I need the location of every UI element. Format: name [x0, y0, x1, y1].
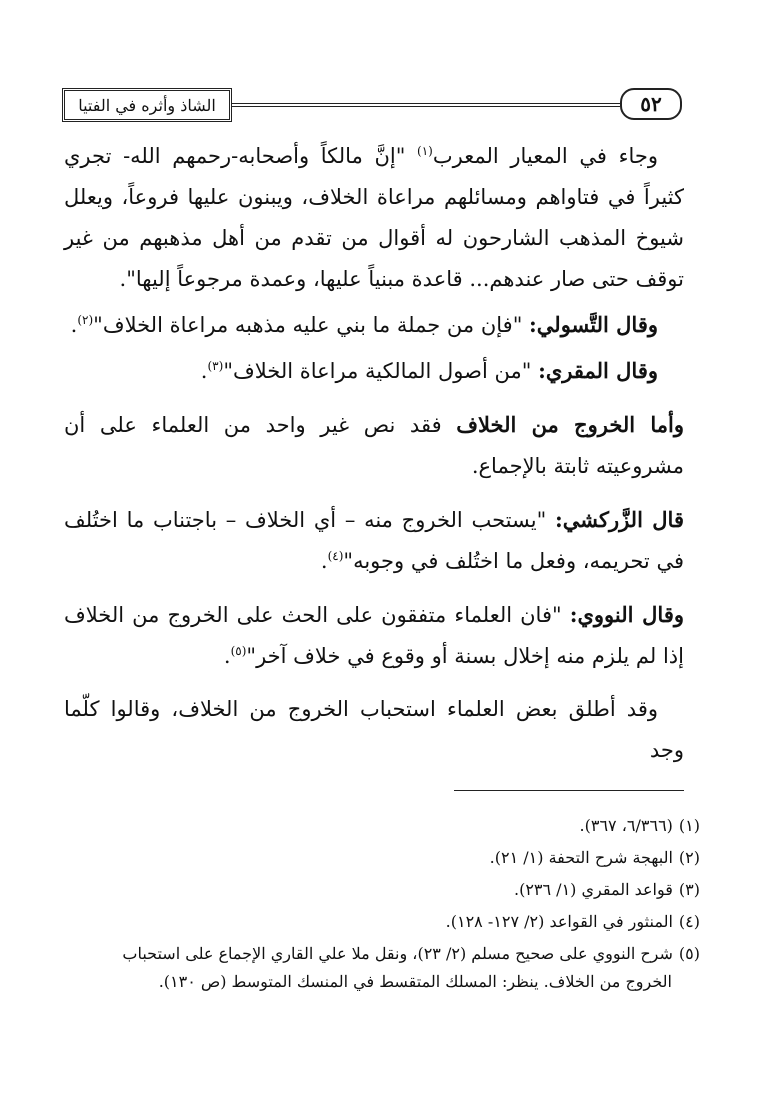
footnote-ref-1[interactable]: (١) — [417, 144, 433, 158]
footnote-ref-2[interactable]: (٢) — [77, 313, 94, 327]
footnote-divider — [454, 790, 684, 791]
paragraph-6: وقال النووي: "فان العلماء متفقون على الحث على الخروج من الخلاف إذا لم يلزم منه إخلال بسنة أو وقوع في خلاف آخر"$^{(٥)}$. — [64, 602, 685, 668]
footnote-2: (٢)البهجة شرح التحفة (١/ ٢١). — [489, 848, 700, 867]
paragraph-3: وقال المقري: "من أصول المالكية مراعاة الخلاف"$^{(٣)}$. — [200, 358, 658, 383]
footnote-4: (٤)المنثور في القواعد (٢/ ١٢٧- ١٢٨). — [445, 912, 700, 931]
paragraph-1: وجاء في المعيار المعرب$^{(١)}$ "إنَّ مالكاً وأصحابه-رحمهم الله- تجري كثيراً في فتاواهم ومسائلهم مراعاة الخلاف، ويبنون عليها فروعاً، ويعلل شيوخ المذهب الشارحون له أقوال من تقدم من أهل مذهبهم من غير توقف حتى صار عندهم... قاعدة مبنياً عليها، وعمدة مرجوعاً إليها". — [64, 144, 684, 291]
page-number: ٥٢ — [620, 88, 682, 120]
paragraph-5: قال الزَّركشي: "يستحب الخروج منه – أي الخلاف – باجتناب ما اختُلف في تحريمه، وفعل ما اختُلف في وجوبه"$^{(٤)}$. — [64, 507, 684, 573]
paragraph-4: وأما الخروج من الخلاف فقد نص غير واحد من العلماء على أن مشروعيته ثابتة بالإجماع. — [64, 412, 684, 478]
footnote-5: (٥)شرح النووي على صحيح مسلم (٢/ ٢٣)، ونقل ملا علي القاري الإجماع على استحباب الخروج من الخلاف. ينظر: المسلك المتقسط في المنسك المتوسط (ص ١٣٠). — [122, 944, 700, 991]
footnote-3: (٣)قواعد المقري (١/ ٢٣٦). — [513, 880, 700, 899]
footnote-ref-4[interactable]: (٤) — [327, 549, 344, 563]
page-header — [62, 88, 682, 128]
main-text — [64, 136, 684, 771]
paragraph-2: وقال التَّسولي: "فإن من جملة ما بني عليه مذهبه مراعاة الخلاف"$^{(٢)}$. — [70, 312, 658, 337]
paragraph-7: وقد أطلق بعض العلماء استحباب الخروج من الخلاف، وقالوا كلّما وجد — [64, 697, 684, 762]
running-title: الشاذ وأثره في الفتيا — [62, 88, 232, 122]
footnote-1: (١)(٦/٣٦٦، ٣٦٧). — [579, 816, 700, 835]
footnote-ref-5[interactable]: (٥) — [230, 644, 247, 658]
footnote-ref-3[interactable]: (٣) — [207, 359, 224, 373]
header-divider — [232, 103, 620, 107]
footnotes — [64, 812, 700, 1000]
